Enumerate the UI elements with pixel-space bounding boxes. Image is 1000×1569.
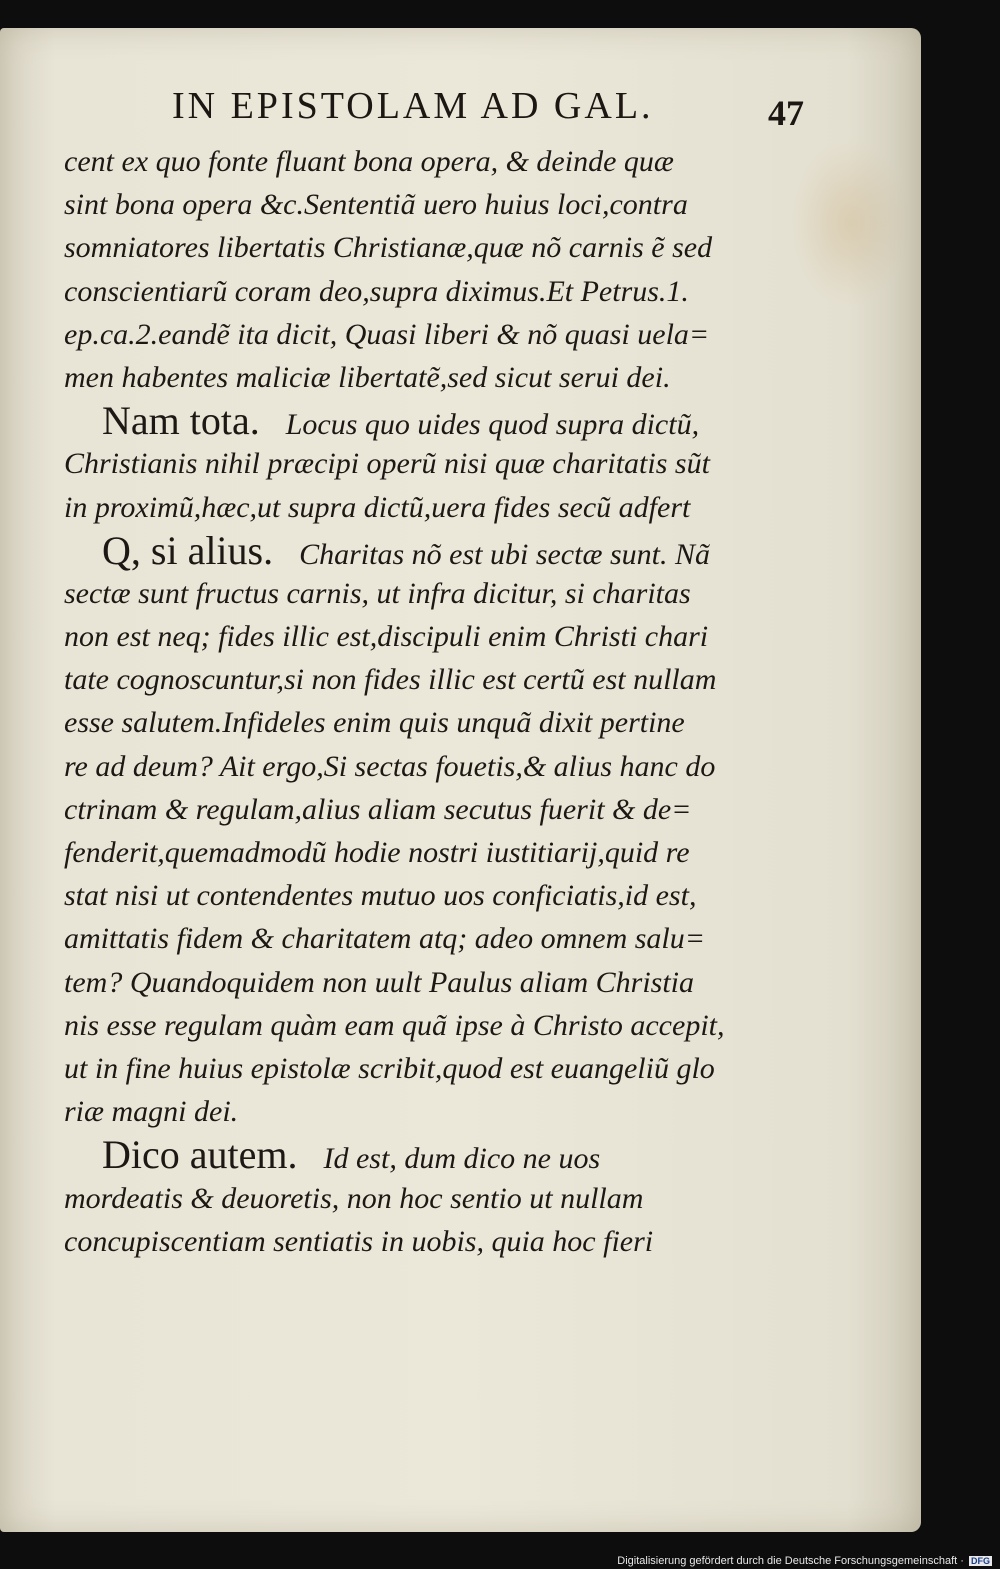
line-text: Id est, dum dico ne uos — [323, 1142, 601, 1176]
text-line — [64, 183, 754, 226]
text-line — [64, 1004, 754, 1047]
page-stain — [790, 138, 910, 308]
line-text: fenderit,quemadmodũ hodie nostri iustitiarij,quid re — [64, 836, 690, 869]
line-text: tem? Quandoquidem non uult Paulus aliam Christia — [64, 965, 694, 999]
line-text: Charitas nõ est ubi sectæ sunt. Nã — [299, 537, 710, 571]
line-text: mordeatis & deuoretis, non hoc sentio ut nullam — [64, 1181, 644, 1215]
line-text: in proximũ,hæc,ut supra dictũ,uera fides secũ adfert — [64, 490, 691, 524]
text-line — [64, 961, 754, 1004]
line-text: ep.ca.2.eandẽ ita dicit, Quasi liberi & nõ quasi uela= — [64, 317, 710, 351]
lemma-heading: Dico autem. — [102, 1133, 298, 1177]
body-text — [64, 140, 754, 1263]
line-text: cent ex quo fonte fluant bona opera, & deinde quæ — [64, 145, 674, 178]
line-text: re ad deum? Ait ergo,Si sectas fouetis,& alius hanc do — [64, 749, 716, 783]
lemma-heading: Nam tota. — [102, 399, 260, 443]
line-text: riæ magni dei. — [64, 1095, 239, 1129]
text-line — [64, 658, 754, 701]
text-line — [64, 572, 754, 615]
text-line — [64, 788, 754, 831]
text-line — [64, 529, 754, 572]
line-text: non est neq; fides illic est,discipuli enim Christi chari — [64, 620, 709, 654]
line-text: sint bona opera &c.Sententiã uero huius loci,contra — [64, 188, 688, 222]
page-number: 47 — [768, 93, 804, 133]
line-text: Locus quo uides quod supra dictũ, — [285, 408, 700, 442]
line-text: Christianis nihil præcipi operũ nisi quæ charitatis sũt — [64, 447, 710, 481]
credit-text: Digitalisierung gefördert durch die Deutsche Forschungsgemeinschaft · — [617, 1555, 964, 1567]
text-line — [64, 701, 754, 744]
text-line — [64, 313, 754, 356]
line-text: men habentes maliciæ libertatẽ,sed sicut serui dei. — [64, 360, 671, 394]
line-text: nis esse regulam quàm eam quã ipse à Christo accepit, — [64, 1008, 725, 1042]
line-text: concupiscentiam sentiatis in uobis, quia hoc fieri — [64, 1224, 654, 1258]
text-line — [64, 270, 754, 313]
digitization-credit — [617, 1555, 992, 1567]
line-text: amittatis fidem & charitatem atq; adeo omnem salu= — [64, 922, 706, 956]
text-line — [64, 831, 754, 874]
text-line — [64, 615, 754, 658]
text-line — [64, 1090, 754, 1133]
line-text: esse salutem.Infideles enim quis unquã dixit pertine — [64, 706, 685, 740]
text-line — [64, 1177, 754, 1220]
text-line — [64, 140, 754, 183]
line-text: tate cognoscuntur,si non fides illic est certũ est nullam — [64, 663, 717, 697]
text-line — [64, 486, 754, 529]
text-line — [64, 874, 754, 917]
text-line — [64, 356, 754, 399]
text-line — [64, 399, 754, 442]
text-line — [64, 442, 754, 485]
text-line — [64, 745, 754, 788]
dfg-logo: DFG — [971, 1556, 990, 1566]
line-text: stat nisi ut contendentes mutuo uos conficiatis,id est, — [64, 879, 697, 913]
text-line — [64, 1047, 754, 1090]
line-text: ut in fine huius epistolæ scribit,quod est euangeliũ glo — [64, 1051, 715, 1085]
text-line — [64, 917, 754, 960]
lemma-heading: Q, si alius. — [102, 528, 274, 572]
line-text: ctrinam & regulam,alius aliam secutus fuerit & de= — [64, 792, 692, 826]
text-line — [64, 1133, 754, 1176]
running-header: IN EPISTOLAM AD GAL. — [172, 85, 654, 127]
text-line — [64, 226, 754, 269]
line-text: somniatores libertatis Christianæ,quæ nõ carnis ẽ sed — [64, 231, 713, 265]
line-text: conscientiarũ coram deo,supra diximus.Et Petrus.1. — [64, 274, 689, 308]
line-text: sectæ sunt fructus carnis, ut infra dicitur, si charitas — [64, 576, 691, 610]
text-line — [64, 1220, 754, 1263]
